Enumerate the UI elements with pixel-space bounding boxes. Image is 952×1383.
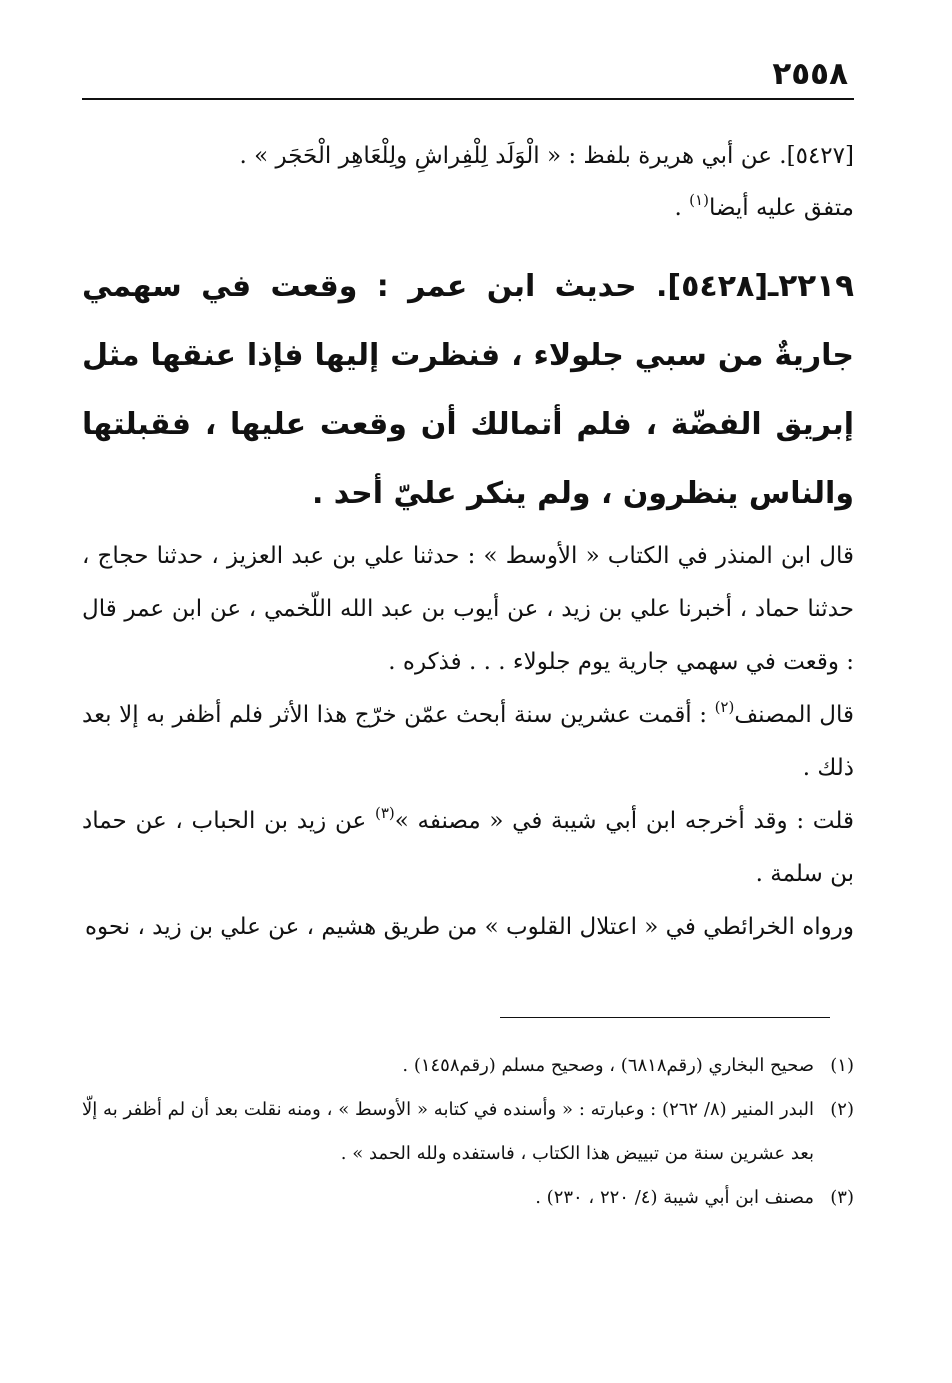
hadith-number: ٢٢١٩ bbox=[778, 268, 854, 304]
hadith-text: ـ[٥٤٢٨]. حديث ابن عمر : وقعت في سهمي جاريةٌ من سبي جلولاء ، فنظرت إليها فإذا عنقها مثل إبريق الفضّة ، فلم أتمالك أن وقعت عليها ، فقبلتها والناس ينظرون ، ولم ينكر عليّ أحد . bbox=[82, 269, 854, 511]
footnote-item bbox=[82, 1044, 854, 1088]
previous-entry-line2-end: . bbox=[674, 195, 690, 221]
footnote-ref-2: (٢) bbox=[714, 698, 735, 716]
commentary-paragraph-1: قال ابن المنذر في الكتاب « الأوسط » : حدثنا علي بن عبد العزيز ، حدثنا حجاج ، حدثنا حماد ، أخبرنا علي بن زيد ، عن أيوب بن عبد الله اللّخمي ، عن ابن عمر قال : وقعت في سهمي جارية يوم جلولاء . . . فذكره . bbox=[82, 543, 854, 675]
previous-entry bbox=[82, 130, 854, 234]
previous-entry-line2-text: متفق عليه أيضا bbox=[708, 195, 854, 221]
commentary-paragraph-3 bbox=[82, 795, 854, 901]
footnote-ref-3: (٣) bbox=[374, 804, 395, 822]
commentary-paragraph-2-rest: : أقمت عشرين سنة أبحث عمّن خرّج هذا الأثر فلم أظفر به إلا بعد ذلك . bbox=[82, 702, 854, 781]
footnote-number: (٢) bbox=[830, 1099, 854, 1120]
commentary-paragraph-4: ورواه الخرائطي في « اعتلال القلوب » من طريق هشيم ، عن علي بن زيد ، نحوه bbox=[84, 914, 854, 940]
footnote-number: (٣) bbox=[830, 1187, 854, 1208]
footnote-item bbox=[82, 1176, 854, 1220]
commentary-paragraph-2-start: قال المصنف bbox=[734, 702, 854, 728]
footnote-text: صحيح البخاري (رقم٦٨١٨) ، وصحيح مسلم (رقم١٤٥٨) . bbox=[402, 1055, 814, 1076]
commentary-paragraph-3-start: قلت : وقد أخرجه ابن أبي شيبة في « مصنفه » bbox=[394, 808, 854, 834]
footnote-number: (١) bbox=[830, 1055, 854, 1076]
book-page bbox=[82, 0, 854, 1383]
footnote-text: مصنف ابن أبي شيبة (٤/ ٢٢٠ ، ٢٣٠) . bbox=[535, 1187, 814, 1208]
commentary-paragraph-2 bbox=[82, 689, 854, 795]
page-number: ٢٥٥٨ bbox=[772, 56, 848, 92]
commentary bbox=[82, 530, 854, 954]
previous-entry-line1: [٥٤٢٧]. عن أبي هريرة بلفظ : « الْوَلَد لِلْفِراشِ ولِلْعَاهِر الْحَجَر » . bbox=[239, 143, 854, 169]
header-rule bbox=[82, 98, 854, 100]
footnote-text: البدر المنير (٨/ ٢٦٢) : وعبارته : « وأسنده في كتابه « الأوسط » ، ومنه نقلت بعد أن لم أظفر به إلّا بعد عشرين سنة من تبييض هذا الكتاب ، فاستفده ولله الحمد » . bbox=[82, 1099, 814, 1164]
commentary-paragraph-3-rest: عن زيد بن الحباب ، عن حماد بن سلمة . bbox=[82, 808, 854, 887]
footnote-item bbox=[82, 1088, 854, 1176]
hadith-entry bbox=[82, 252, 854, 528]
footnotes bbox=[82, 1044, 854, 1220]
footnote-ref-1: (١) bbox=[689, 191, 709, 209]
footnote-separator bbox=[500, 1017, 830, 1018]
previous-entry-line2 bbox=[82, 182, 854, 234]
